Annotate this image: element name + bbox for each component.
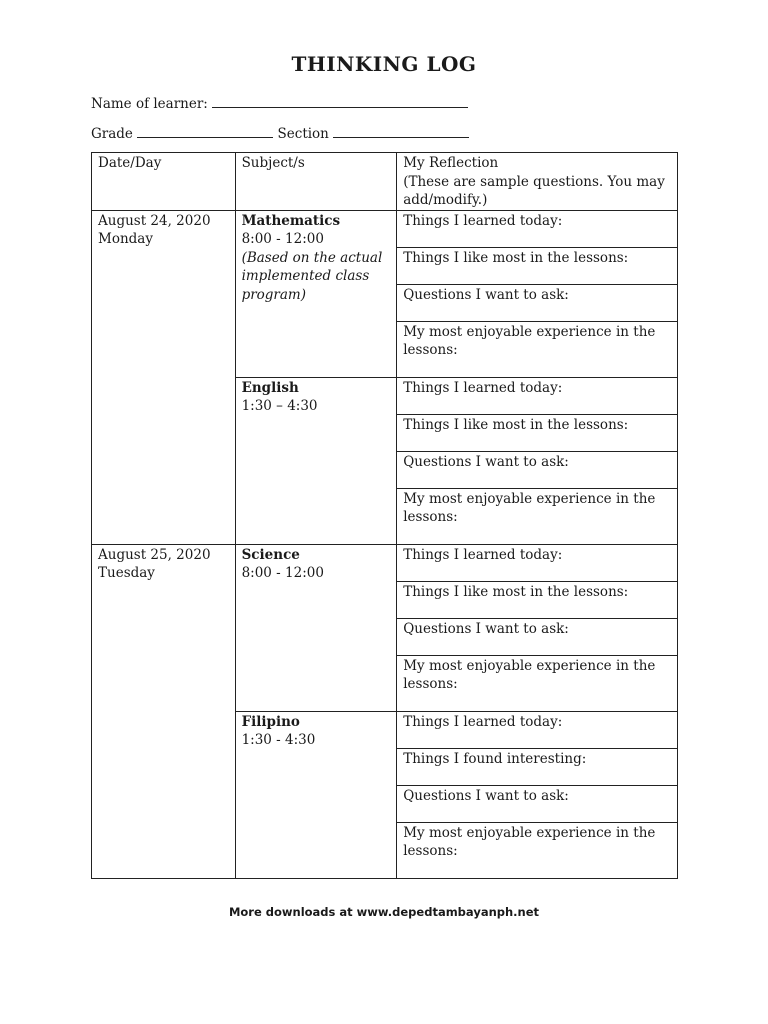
- reflection-prompt-cell[interactable]: [397, 581, 678, 618]
- subject-time: 1:30 - 4:30: [241, 732, 316, 748]
- reflection-prompt: Things I like most in the lessons:: [403, 583, 629, 600]
- reflection-prompt-cell[interactable]: [397, 544, 678, 581]
- subject-cell: [235, 711, 397, 878]
- reflection-prompt: Things I learned today:: [403, 212, 563, 229]
- subject-note: (Based on the actual implemented class program): [241, 249, 383, 303]
- grade-section-field: [91, 123, 469, 142]
- subject-cell: [235, 544, 397, 711]
- reflection-prompt: Questions I want to ask:: [403, 620, 569, 637]
- reflection-prompt: My most enjoyable experience in the lessons:: [403, 490, 656, 525]
- header-reflection-title: My Reflection: [403, 155, 499, 171]
- reflection-prompt: Things I learned today:: [403, 713, 563, 730]
- reflection-prompt-cell[interactable]: [397, 414, 678, 451]
- reflection-prompt: Things I found interesting:: [403, 750, 587, 767]
- reflection-prompt: Things I learned today:: [403, 379, 563, 396]
- reflection-prompt: Things I like most in the lessons:: [403, 416, 629, 433]
- reflection-prompt-cell[interactable]: [397, 618, 678, 655]
- date-text: August 25, 2020: [98, 546, 211, 563]
- reflection-prompt-cell[interactable]: [397, 488, 678, 544]
- subject-name: Filipino: [241, 713, 300, 730]
- learner-name-field: [91, 93, 468, 112]
- reflection-prompt: Things I learned today:: [403, 546, 563, 563]
- day-text: Tuesday: [98, 565, 155, 581]
- reflection-prompt-cell[interactable]: [397, 284, 678, 321]
- reflection-prompt: My most enjoyable experience in the lessons:: [403, 323, 656, 358]
- subject-cell: [235, 210, 397, 377]
- learner-name-blank[interactable]: [212, 93, 468, 108]
- document-title: THINKING LOG: [291, 52, 477, 76]
- subject-name: Science: [241, 546, 300, 563]
- reflection-prompt-cell[interactable]: [397, 451, 678, 488]
- date-cell: [92, 210, 236, 544]
- grade-blank[interactable]: [137, 123, 273, 138]
- reflection-prompt-cell[interactable]: [397, 711, 678, 748]
- day-text: Monday: [98, 231, 153, 247]
- header-subject: Subject/s: [235, 153, 397, 211]
- thinking-log-table: [91, 152, 678, 879]
- subject-name: English: [241, 379, 299, 396]
- section-label: Section: [277, 126, 329, 142]
- table-header-row: [92, 153, 678, 211]
- subject-name: Mathematics: [241, 212, 341, 229]
- header-reflection: [397, 153, 678, 211]
- footer-link[interactable]: More downloads at www.depedtambayanph.net: [228, 905, 540, 919]
- reflection-prompt: Questions I want to ask:: [403, 787, 569, 804]
- subject-time: 1:30 – 4:30: [241, 398, 318, 414]
- table-row: [92, 544, 678, 581]
- learner-name-label: Name of learner:: [91, 96, 208, 112]
- reflection-prompt: Things I like most in the lessons:: [403, 249, 629, 266]
- table-row: [92, 210, 678, 247]
- header-date: Date/Day: [92, 153, 236, 211]
- reflection-prompt: My most enjoyable experience in the lessons:: [403, 657, 656, 692]
- reflection-prompt-cell[interactable]: [397, 748, 678, 785]
- reflection-prompt: Questions I want to ask:: [403, 453, 569, 470]
- subject-time: 8:00 - 12:00: [241, 565, 324, 581]
- subject-time: 8:00 - 12:00: [241, 231, 324, 247]
- reflection-prompt: My most enjoyable experience in the lessons:: [403, 824, 656, 859]
- reflection-prompt-cell[interactable]: [397, 785, 678, 822]
- reflection-prompt-cell[interactable]: [397, 822, 678, 878]
- subject-cell: [235, 377, 397, 544]
- date-text: August 24, 2020: [98, 212, 211, 229]
- section-blank[interactable]: [333, 123, 469, 138]
- reflection-prompt-cell[interactable]: [397, 377, 678, 414]
- header-reflection-note: (These are sample questions. You may add/modify.): [403, 173, 665, 208]
- reflection-prompt-cell[interactable]: [397, 247, 678, 284]
- date-cell: [92, 544, 236, 878]
- reflection-prompt: Questions I want to ask:: [403, 286, 569, 303]
- grade-label: Grade: [91, 126, 133, 142]
- reflection-prompt-cell[interactable]: [397, 210, 678, 247]
- reflection-prompt-cell[interactable]: [397, 321, 678, 377]
- reflection-prompt-cell[interactable]: [397, 655, 678, 711]
